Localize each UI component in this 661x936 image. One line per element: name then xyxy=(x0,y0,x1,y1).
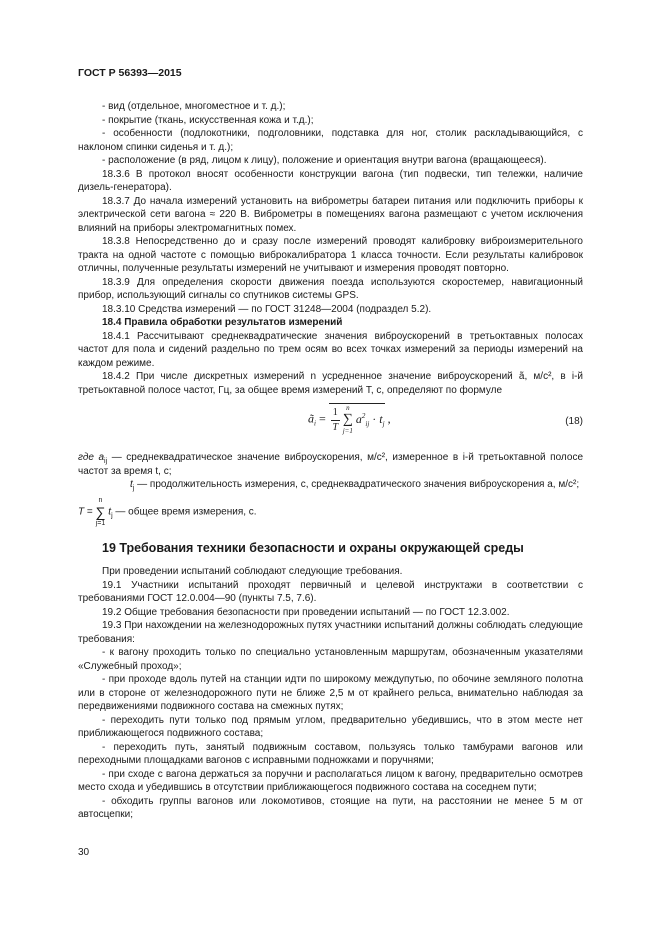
formula-18 xyxy=(78,401,583,445)
paragraph: - покрытие (ткань, искусственная кожа и т.д.); xyxy=(102,114,314,126)
paragraph: При проведении испытаний соблюдают следующие требования. xyxy=(102,566,403,577)
where-symbol-sub: j xyxy=(132,485,135,492)
formula-term: a xyxy=(355,411,362,426)
paragraph: - переходить пути только под прямым углом, предварительно убедившись, что в этом месте нет приближающегося подвижного состава; xyxy=(78,714,583,739)
page-number: 30 xyxy=(78,847,90,858)
section-heading-19: 19 Требования техники безопасности и охраны окружающей среды xyxy=(102,540,524,555)
formula-eq: = xyxy=(318,411,326,426)
formula-times: · xyxy=(372,411,377,426)
equation-number: (18) xyxy=(565,416,583,427)
sigma-glyph: ∑ xyxy=(342,412,353,427)
sum-upper: n xyxy=(98,496,103,504)
total-time-t-sub: j xyxy=(111,512,113,520)
document-header: ГОСТ Р 56393—2015 xyxy=(78,67,182,79)
paragraph: - к вагону проходить только по специально установленным маршрутам, обозначенным указателями «Служебный проход»; xyxy=(78,647,583,672)
formula-fraction xyxy=(331,406,340,434)
sum-symbol xyxy=(96,496,106,528)
paragraph-18-4-2: 18.4.2 При числе дискретных измерений n усредненное значение виброускорений ã, м/с², в i-й третьоктавной полосе частот, Гц, за общее время измерений T, с, определяют по формуле xyxy=(78,371,583,396)
formula-lhs: ã xyxy=(308,411,314,426)
paragraph: - при сходе с вагона держаться за поручни и располагаться лицом к вагону, предварительно осмотрев место схода и убедившись в отсутствии приближающегося подвижного состава на соседнем пути; xyxy=(78,768,583,793)
sum-lower: j=1 xyxy=(342,427,353,435)
total-time-t: t xyxy=(108,506,112,518)
paragraph: - переходить путь, занятый подвижным составом, пользуясь только тамбурами вагонов или переходными площадками вагонов с исправными подножками и поручнями; xyxy=(78,741,583,766)
paragraph: - расположение (в ряд, лицом к лицу), положение и ориентация внутри вагона (вращающееся). xyxy=(102,155,547,166)
fraction-numerator: 1 xyxy=(331,406,340,421)
formula-expression xyxy=(308,403,391,436)
formula-t-sub: j xyxy=(382,420,385,429)
sum-upper: n xyxy=(346,404,350,412)
section-heading-18-4: 18.4 Правила обработки результатов измерений xyxy=(102,317,343,328)
paragraph: 18.3.6 В протокол вносят особенности конструкции вагона (тип подвески, тип тележки, наличие дизель-генератора). xyxy=(78,168,583,193)
paragraph: 18.3.9 Для определения скорости движения поезда используются скоростемер, навигационный прибор, использующий сигналы со спутников системы GPS. xyxy=(78,276,583,301)
paragraph: - вид (отдельное, многоместное и т. д.); xyxy=(102,101,286,112)
paragraph-18-4-1: 18.4.1 Рассчитывают среднеквадратические значения виброускорений в третьоктавных полосах частот для пола и сидений раздельно по трем осям во всех точках измерений за периоды измерений на каждом режиме. xyxy=(78,330,583,369)
paragraph: 18.3.10 Средства измерений — по ГОСТ 31248—2004 (подраздел 5.2). xyxy=(102,303,432,315)
where-symbol: t xyxy=(130,479,133,490)
paragraph: 18.3.7 До начала измерений установить на виброметры батареи питания или подключить приборы к электрической сети вагона ≈ 220 В. Виброметры в помещениях вагона размещают с учетом исключения влияний на приборы электромагнитных помех. xyxy=(78,195,583,234)
paragraph: - особенности (подлокотники, подголовники, подставка для ног, столик раскладывающийся, с наклоном спинки сиденья и т. д.); xyxy=(78,128,583,153)
paragraph: 18.3.8 Непосредственно до и сразу после измерений проводят калибровку виброизмерительного тракта на одной частоте с помощью виброкалибратора 1 класса точности. Если результаты калибровок отличны, полученные результаты измерений не учитывают и измерения проводят повторно. xyxy=(78,236,583,274)
sigma-glyph: ∑ xyxy=(95,503,106,520)
formula-t: t xyxy=(379,411,383,426)
where-symbol: где a xyxy=(78,452,105,463)
formula-lhs-sub: i xyxy=(314,419,316,428)
where-symbol-sub: ij xyxy=(104,458,108,465)
where-text: — среднеквадратическое значение виброускорения, м/с², измеренное в i-й третьоктавной полосе частот за время t, с; xyxy=(78,452,584,477)
formula-term-sup: 2 xyxy=(361,411,366,420)
where-item xyxy=(78,451,583,478)
paragraph: 19.3 При нахождении на железнодорожных путях участники испытаний должны соблюдать следующие требования: xyxy=(78,620,583,645)
paragraph: - обходить группы вагонов или локомотивов, стоящие на пути, на расстоянии не менее 5 м от автосцепки; xyxy=(78,795,583,820)
total-time-text: — общее время измерения, с. xyxy=(115,506,257,518)
document-body xyxy=(78,100,583,822)
fraction-denominator: T xyxy=(332,421,339,433)
total-time-definition: T = n ∑ j=1 $t_j$ — общее время измерения, с. xyxy=(78,496,257,527)
formula-term-sub: ij xyxy=(365,420,370,429)
sqrt-sign xyxy=(329,403,385,436)
paragraph: - при проходе вдоль путей на станции идти по широкому междупутью, по обочине земляного полотна или в стороне от железнодорожного пути не ближе 2,5 м от крайнего рельса, внимательно наблюдая за передвижениями подвижного состава на смежных путях; xyxy=(78,674,583,712)
paragraph: 19.1 Участники испытаний проходят первичный и целевой инструктажи в соответствии с требованиями ГОСТ 12.0.004—90 (пункты 7.5, 7.6). xyxy=(78,579,583,604)
sum-lower: j=1 xyxy=(95,519,106,527)
where-item xyxy=(78,478,583,492)
where-text: — продолжительность измерения, с, среднеквадратического значения виброускорения a, м/с²; xyxy=(134,479,580,490)
sum-symbol xyxy=(343,404,353,436)
formula-tail: , xyxy=(387,411,391,426)
paragraph: 19.2 Общие требования безопасности при проведении испытаний — по ГОСТ 12.3.002. xyxy=(102,606,510,618)
